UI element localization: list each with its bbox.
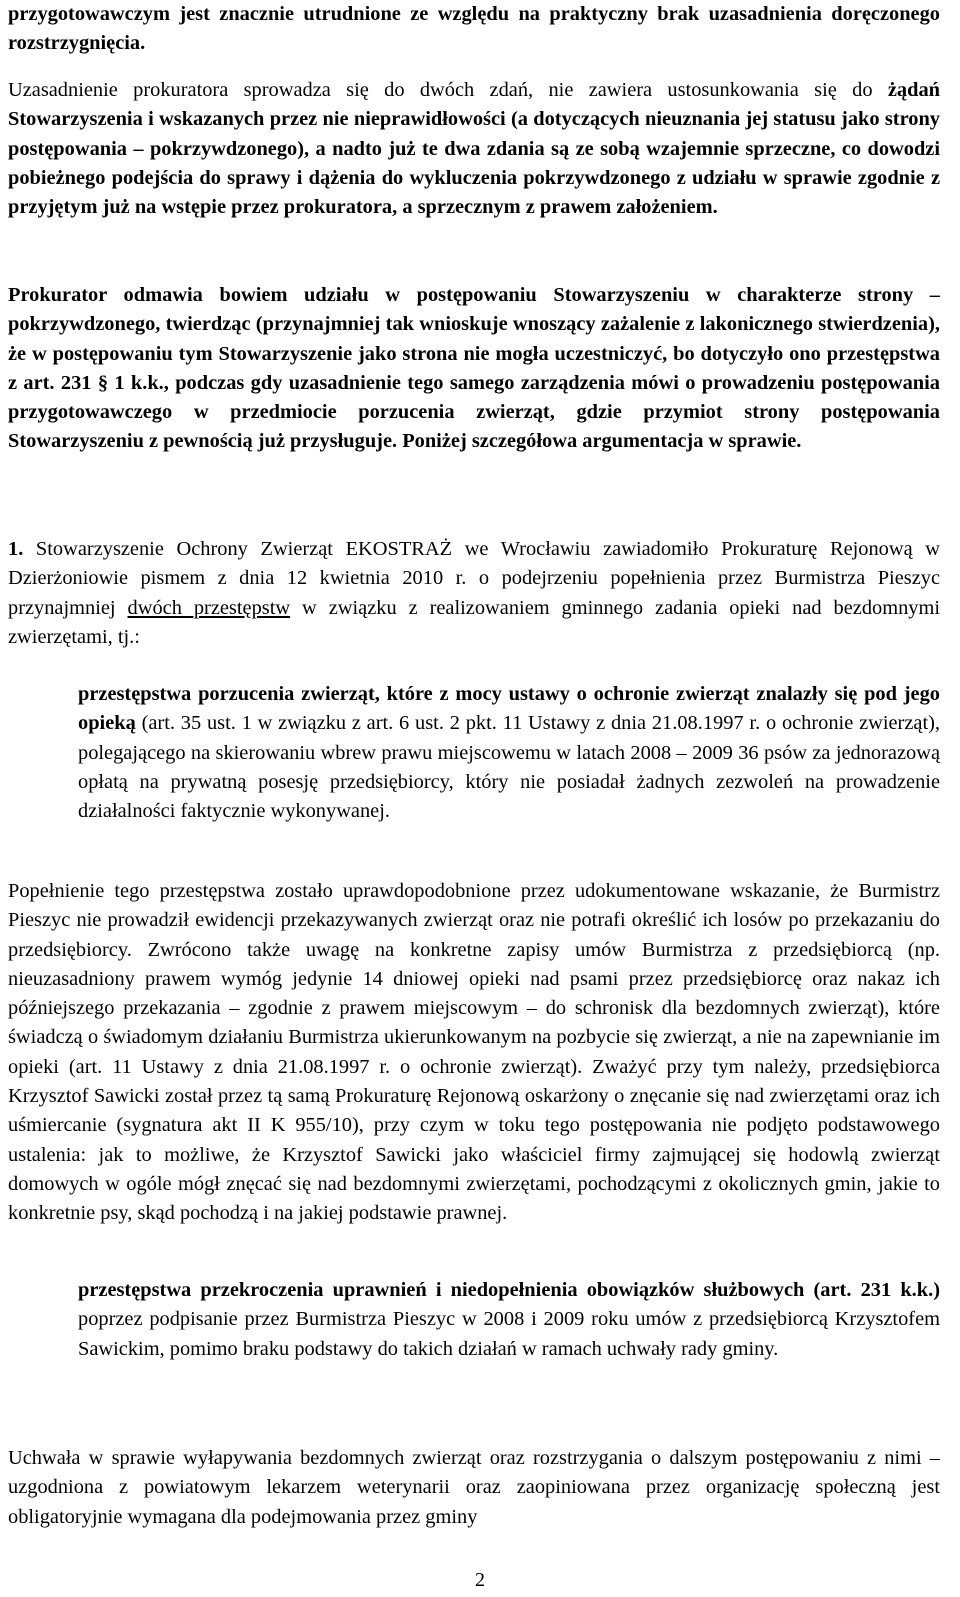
page-number: 2 [475,1569,485,1591]
p2-bold-word: żądań [887,79,940,101]
offence-item-2 [78,1276,940,1364]
point-number: 1. [8,538,24,560]
paragraph-prosecutor-justification [8,76,940,222]
p2-text: Uzasadnienie prokuratora sprowadza się do dwóch zdań, nie zawiera ustosunkowania się do [8,79,888,101]
item2-bold: przestępstwa przekroczenia uprawnień i niedopełnienia obowiązków służbowych (art. 231 k.k.) [78,1279,940,1301]
p2-rest: Stowarzyszenia i wskazanych przez nie nieprawidłowości (a dotyczących nieuznania jej statusu jako strony postępowania – pokrzywdzonego), a nadto już te dwa zdania są ze sobą wzajemnie sprzeczne, co dowodzi pobieżnego podejścia do sprawy i dążenia do wykluczenia pokrzywdzonego z udziału w sprawie zgodnie z przyjętym już na wstępie przez prokuratora, a sprzecznym z prawem założeniem. [8,108,940,219]
offence-item-1 [78,680,940,826]
p4-underlined: dwóch przestępstw [127,596,291,619]
item1-bold: przestępstwa porzucenia zwierząt, które z mocy ustawy o ochronie zwierząt znalazły się pod jego opieką [78,683,940,735]
p4-text-a: Stowarzyszenie Ochrony Zwierząt EKOSTRAŻ we Wrocławiu zawiadomiło Prokuraturę Rejonową w Dzierżoniowie pismem z dnia 12 kwietnia 2010 r. o podejrzeniu popełnienia przez Burmistrza Pieszyc przynajmniej [8,538,940,619]
p4-text-b: w związku z realizowaniem gminnego zadania opieki nad bezdomnymi zwierzętami, tj.: [8,596,940,648]
paragraph-resolution: Uchwała w sprawie wyłapywania bezdomnych zwierząt oraz rozstrzygania o dalszym postępowaniu z nimi – uzgodniona z powiatowym lekarzem weterynarii oraz zaopiniowana przez organizację społeczną jest obligatoryjnie wymagana dla podejmowania przez gminy [8,1447,940,1528]
item2-rest: poprzez podpisanie przez Burmistrza Pieszyc w 2008 i 2009 roku umów z przedsiębiorcą Krzysztofem Sawickim, pomimo braku podstawy do takich działań w ramach uchwały rady gminy. [78,1308,940,1360]
item1-rest: (art. 35 ust. 1 w związku z art. 6 ust. 2 pkt. 11 Ustawy z dnia 21.08.1997 r. o ochronie zwierząt), polegającego na skierowaniu wbrew prawu miejscowemu w latach 2008 – 2009 36 psów za jednorazową opłatą na prywatną posesję przedsiębiorcy, który nie posiadał żadnych zezwoleń na prowadzenie działalności faktycznie wykonywanej. [78,712,940,823]
paragraph-point-1 [8,535,940,652]
paragraph-prosecutor-refusal: Prokurator odmawia bowiem udziału w postępowaniu Stowarzyszeniu w charakterze strony – pokrzywdzonego, twierdząc (przynajmniej tak wnioskuje wnoszący zażalenie z lakonicznego stwierdzenia), że w postępowaniu tym Stowarzyszenie jako strona nie mogła uczestniczyć, bo dotyczyło ono przestępstwa z art. 231 § 1 k.k., podczas gdy uzasadnienie tego samego zarządzenia mówi o prowadzeniu postępowania przygotowawczego w przedmiocie porzucenia zwierząt, gdzie przymiot strony postępowania Stowarzyszeniu z pewnością już przysługuje. Poniżej szczegółowa argumentacja w sprawie. [8,284,940,453]
paragraph-intro-continuation: przygotowawczym jest znacznie utrudnione ze względu na praktyczny brak uzasadnienia doręczonego rozstrzygnięcia. [8,3,940,55]
paragraph-evidence: Popełnienie tego przestępstwa zostało uprawdopodobnione przez udokumentowane wskazanie, że Burmistrz Pieszyc nie prowadził ewidencji przekazywanych zwierząt oraz nie potrafi określić ich losów po przekazaniu do przedsiębiorcy. Zwrócono także uwagę na konkretne zapisy umów Burmistrza z przedsiębiorcą (np. nieuzasadniony prawem wymóg jedynie 14 dniowej opieki nad psami przez przedsiębiorcę oraz nakaz ich późniejszego przekazania – zgodnie z prawem miejscowym – do schronisk dla bezdomnych zwierząt), które świadczą o świadomym działaniu Burmistrza ukierunkowanym na pozbycie się zwierząt, a nie na zapewnianie im opieki (art. 11 Ustawy z dnia 21.08.1997 r. o ochronie zwierząt). Zważyć przy tym należy, przedsiębiorca Krzysztof Sawicki został przez tą samą Prokuraturę Rejonową oskarżony o znęcanie się nad zwierzętami oraz ich uśmiercanie (sygnatura akt II K 955/10), przy czym w toku tego postępowania nie podjęto podstawowego ustalenia: jak to możliwe, że Krzysztof Sawicki jako właściciel firmy zajmującej się hodowlą zwierząt domowych w ogóle mógł znęcać się nad bezdomnymi zwierzętami, pochodzącymi z okolicznych gmin, jakie to konkretnie psy, skąd pochodzą i na jakiej podstawie prawnej. [8,880,940,1225]
